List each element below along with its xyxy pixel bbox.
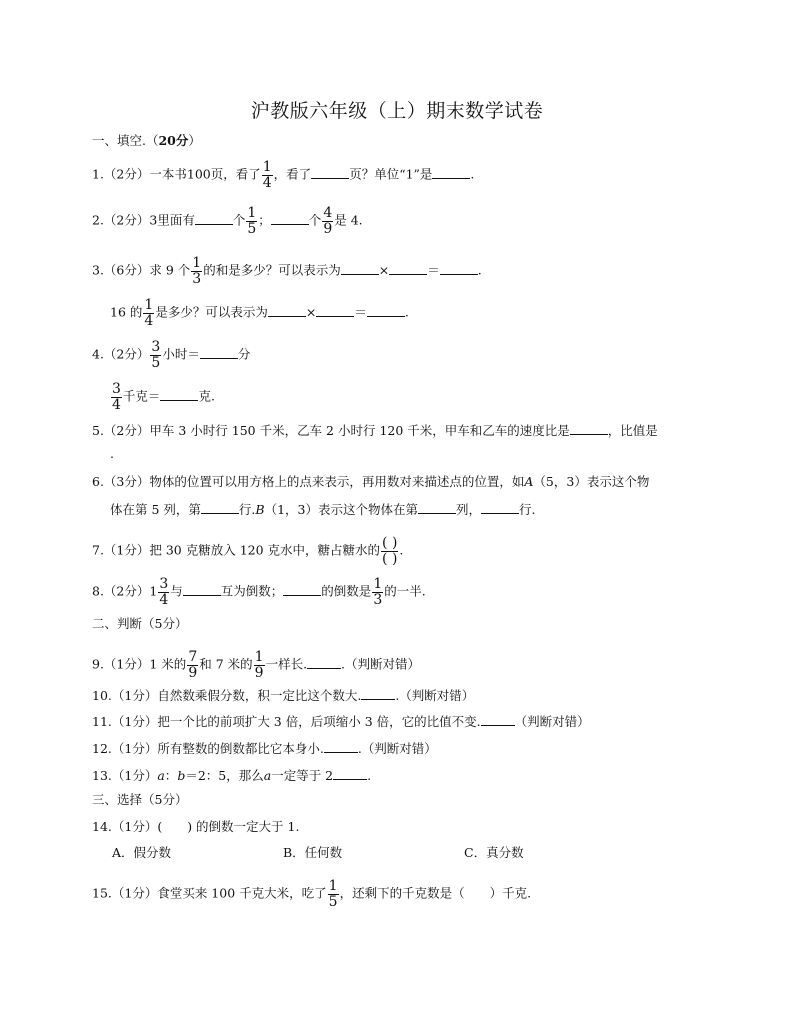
q3-fraction bbox=[191, 256, 202, 286]
q12-blank[interactable] bbox=[324, 741, 358, 753]
q8-text-c: 互为倒数； bbox=[220, 583, 284, 599]
q3-l2-equals: ＝ bbox=[354, 304, 367, 320]
q14-option-c[interactable]: C．真分数 bbox=[464, 845, 524, 860]
q6-blank-1[interactable] bbox=[201, 502, 239, 514]
q3-l2-text: 16 的 bbox=[110, 304, 143, 320]
q4-num: 3 bbox=[151, 339, 161, 355]
q15-den: 5 bbox=[328, 893, 338, 910]
q1-blank-1[interactable] bbox=[311, 167, 349, 179]
question-11 bbox=[92, 714, 590, 729]
q9-num-2: 1 bbox=[254, 649, 264, 665]
q2-end: 是 4. bbox=[334, 212, 363, 228]
q4-l2-unit: 克. bbox=[198, 388, 215, 404]
q4-l2-fraction bbox=[111, 382, 122, 412]
q1-num: 1 bbox=[262, 159, 272, 175]
q3-text: 3.（6分）求 9 个 bbox=[92, 262, 191, 278]
q11-blank[interactable] bbox=[481, 714, 515, 726]
q3-l2-blank-2[interactable] bbox=[316, 305, 354, 317]
q9-den-1: 9 bbox=[188, 664, 198, 681]
q4-blank-1[interactable] bbox=[200, 347, 238, 359]
q1-fraction bbox=[262, 160, 273, 190]
q3-text-b: 的和是多少？可以表示为 bbox=[203, 262, 341, 278]
q11-end: （判断对错） bbox=[514, 714, 590, 729]
q15-num: 1 bbox=[328, 878, 338, 894]
q5-text-b: ，比值是 bbox=[607, 423, 658, 438]
q2-text: 2.（2分）3里面有 bbox=[92, 212, 195, 228]
question-1 bbox=[92, 160, 474, 190]
q4-l2-den: 4 bbox=[112, 396, 121, 413]
section-1-score: 20分 bbox=[158, 133, 189, 148]
q9-fraction-1 bbox=[187, 650, 198, 680]
q7-fraction bbox=[381, 536, 398, 566]
q2-den-2: 9 bbox=[323, 220, 333, 237]
q1-text-b: ，看了 bbox=[273, 166, 312, 182]
q3-end: . bbox=[477, 262, 482, 278]
question-9 bbox=[92, 650, 420, 680]
q2-fraction-1 bbox=[246, 206, 257, 236]
q8-den-2: 3 bbox=[373, 591, 383, 608]
q5-text: 5.（2分）甲车 3 小时行 150 千米，乙车 2 小时行 120 千米，甲车和乙车的速度比是 bbox=[92, 423, 570, 438]
question-15 bbox=[92, 879, 531, 909]
q9-fraction-2 bbox=[254, 650, 265, 680]
question-4-line-2 bbox=[110, 382, 215, 412]
q6-blank-2[interactable] bbox=[418, 502, 456, 514]
q3-num: 1 bbox=[192, 255, 202, 271]
q3-l2-num: 1 bbox=[144, 297, 154, 313]
q7-den-blank[interactable]: ( ) bbox=[382, 550, 398, 567]
q13-text-c: 一定等于 2 bbox=[271, 768, 334, 783]
q8-text: 8.（2分）1 bbox=[92, 583, 158, 599]
q5-end: . bbox=[110, 446, 114, 461]
q2-blank-2[interactable] bbox=[271, 213, 309, 225]
q8-blank-2[interactable] bbox=[283, 584, 321, 596]
q6-l2-text-d: 列， bbox=[456, 502, 482, 517]
q4-den: 5 bbox=[151, 354, 161, 371]
q4-l2-num: 3 bbox=[112, 381, 121, 397]
q3-equals: ＝ bbox=[427, 262, 440, 278]
q2-fraction-2 bbox=[322, 206, 333, 236]
question-8 bbox=[92, 577, 426, 607]
q4-fraction bbox=[150, 340, 161, 370]
q15-fraction bbox=[328, 879, 339, 909]
q11-text: 11.（1分）把一个比的前项扩大 3 倍，后项缩小 3 倍，它的比值不变. bbox=[92, 714, 481, 729]
q3-l2-fraction bbox=[143, 298, 154, 328]
q2-text-e: 个 bbox=[308, 212, 322, 228]
q15-text-b: ，还剩下的千克数是（ ）千克. bbox=[339, 885, 532, 901]
q3-blank-3[interactable] bbox=[440, 263, 478, 275]
q4-l2-blank[interactable] bbox=[160, 389, 198, 401]
page-title: 沪教版六年级（上）期末数学试卷 bbox=[250, 100, 544, 122]
q12-end: .（判断对错） bbox=[357, 741, 437, 756]
q7-end: . bbox=[399, 542, 404, 558]
q2-num-2: 4 bbox=[323, 205, 333, 221]
q9-text: 9.（1分）1 米的 bbox=[92, 656, 187, 672]
q6-point-b: B bbox=[255, 502, 265, 517]
q4-l2-text: 千克＝ bbox=[122, 388, 161, 404]
q2-den-1: 5 bbox=[247, 220, 257, 237]
section-1-close: ） bbox=[188, 133, 201, 148]
q9-end: .（判断对错） bbox=[341, 656, 421, 672]
q4-text-b: 小时＝ bbox=[162, 346, 200, 362]
q3-den: 3 bbox=[192, 270, 202, 287]
q1-den: 4 bbox=[262, 174, 272, 191]
q3-l2-den: 4 bbox=[144, 312, 154, 329]
q7-text: 7.（1分）把 30 克糖放入 120 克水中，糖占糖水的 bbox=[92, 542, 381, 558]
q3-blank-1[interactable] bbox=[341, 263, 379, 275]
q9-den-2: 9 bbox=[254, 664, 264, 681]
q8-fraction-1 bbox=[158, 577, 169, 607]
q4-text: 4.（2分） bbox=[92, 346, 150, 362]
q12-text: 12.（1分）所有整数的倒数都比它本身小. bbox=[92, 741, 324, 756]
question-5-line-2 bbox=[110, 448, 114, 461]
question-3 bbox=[92, 256, 482, 286]
section-2-heading: 二、判断（5分） bbox=[92, 616, 188, 631]
question-7 bbox=[92, 536, 403, 566]
q13-end: . bbox=[367, 768, 372, 783]
q1-end: . bbox=[470, 166, 475, 182]
section-1-heading bbox=[92, 135, 201, 148]
question-6-line-2 bbox=[110, 502, 536, 517]
q3-blank-2[interactable] bbox=[389, 263, 427, 275]
q8-text-b: 与 bbox=[170, 583, 183, 599]
section-1-label: 一、填空.（ bbox=[92, 133, 159, 148]
q6-l2-text-b: 行. bbox=[238, 502, 256, 517]
q9-num-1: 7 bbox=[188, 649, 198, 665]
question-14: 14.（1分）( ) 的倒数一定大于 1. bbox=[92, 819, 300, 834]
q2-blank-1[interactable] bbox=[195, 213, 233, 225]
q6-point-a: A bbox=[524, 474, 534, 489]
q9-text-b: 和 7 米的 bbox=[199, 656, 253, 672]
q13-blank[interactable] bbox=[333, 768, 367, 780]
question-13 bbox=[92, 768, 371, 783]
q3-l2-blank-3[interactable] bbox=[367, 305, 405, 317]
question-5 bbox=[92, 423, 658, 438]
q1-blank-2[interactable] bbox=[432, 167, 470, 179]
q6-l2-text-c: （1，3）表示这个物体在第 bbox=[264, 502, 418, 517]
question-10 bbox=[92, 688, 474, 703]
q6-blank-3[interactable] bbox=[481, 502, 519, 514]
q6-l2-text: 体在第 5 列，第 bbox=[110, 502, 201, 517]
q8-end: 的一半. bbox=[384, 583, 426, 599]
q8-blank-1[interactable] bbox=[183, 584, 221, 596]
q3-times: × bbox=[378, 262, 390, 278]
q5-blank-1[interactable] bbox=[570, 423, 608, 435]
q13-var-b: b bbox=[177, 768, 186, 783]
q2-text-c: ； bbox=[258, 212, 271, 228]
q9-text-c: 一样长. bbox=[265, 656, 308, 672]
question-12 bbox=[92, 741, 437, 756]
q8-num-1: 3 bbox=[159, 576, 169, 592]
q8-text-e: 的倒数是 bbox=[321, 583, 372, 599]
q3-l2-end: . bbox=[404, 304, 409, 320]
q6-text-b: （5，3）表示这个物 bbox=[533, 474, 650, 489]
q13-text: 13.（1分） bbox=[92, 768, 158, 783]
q14-option-b[interactable]: B．任何数 bbox=[283, 845, 343, 860]
q8-den-1: 4 bbox=[159, 591, 169, 608]
q3-l2-text-b: 是多少？可以表示为 bbox=[155, 304, 268, 320]
q4-unit: 分 bbox=[237, 346, 251, 362]
q6-text: 6.（3分）物体的位置可以用方格上的点来表示，再用数对来描述点的位置，如 bbox=[92, 474, 525, 489]
q3-l2-blank-1[interactable] bbox=[268, 305, 306, 317]
q8-num-2: 1 bbox=[373, 576, 383, 592]
q13-var-a-2: a bbox=[263, 768, 272, 783]
q9-blank[interactable] bbox=[307, 657, 341, 669]
q3-l2-times: × bbox=[305, 304, 317, 320]
q1-text: 1.（2分）一本书100页，看了 bbox=[92, 166, 261, 182]
q14-option-a[interactable]: A．假分数 bbox=[112, 845, 172, 860]
q7-num-blank[interactable]: ( ) bbox=[382, 535, 398, 551]
q10-end: .（判断对错） bbox=[395, 688, 475, 703]
q2-num-1: 1 bbox=[247, 205, 257, 221]
section-3-heading: 三、选择（5分） bbox=[92, 792, 188, 807]
q10-text: 10.（1分）自然数乘假分数，积一定比这个数大. bbox=[92, 688, 362, 703]
q15-text: 15.（1分）食堂买来 100 千克大米，吃了 bbox=[92, 885, 327, 901]
q2-text-b: 个 bbox=[232, 212, 246, 228]
q13-colon: ： bbox=[164, 768, 178, 783]
q8-fraction-2 bbox=[372, 577, 383, 607]
question-3-line-2 bbox=[110, 298, 409, 328]
q6-l2-end: 行. bbox=[519, 502, 536, 517]
question-2 bbox=[92, 206, 363, 236]
q1-text-c: 页？单位“1”是 bbox=[349, 166, 433, 182]
q10-blank[interactable] bbox=[361, 688, 395, 700]
q13-var-a: a bbox=[157, 768, 165, 783]
question-4 bbox=[92, 340, 250, 370]
q13-text-b: ＝2：5，那么 bbox=[185, 768, 264, 783]
question-6 bbox=[92, 476, 649, 489]
